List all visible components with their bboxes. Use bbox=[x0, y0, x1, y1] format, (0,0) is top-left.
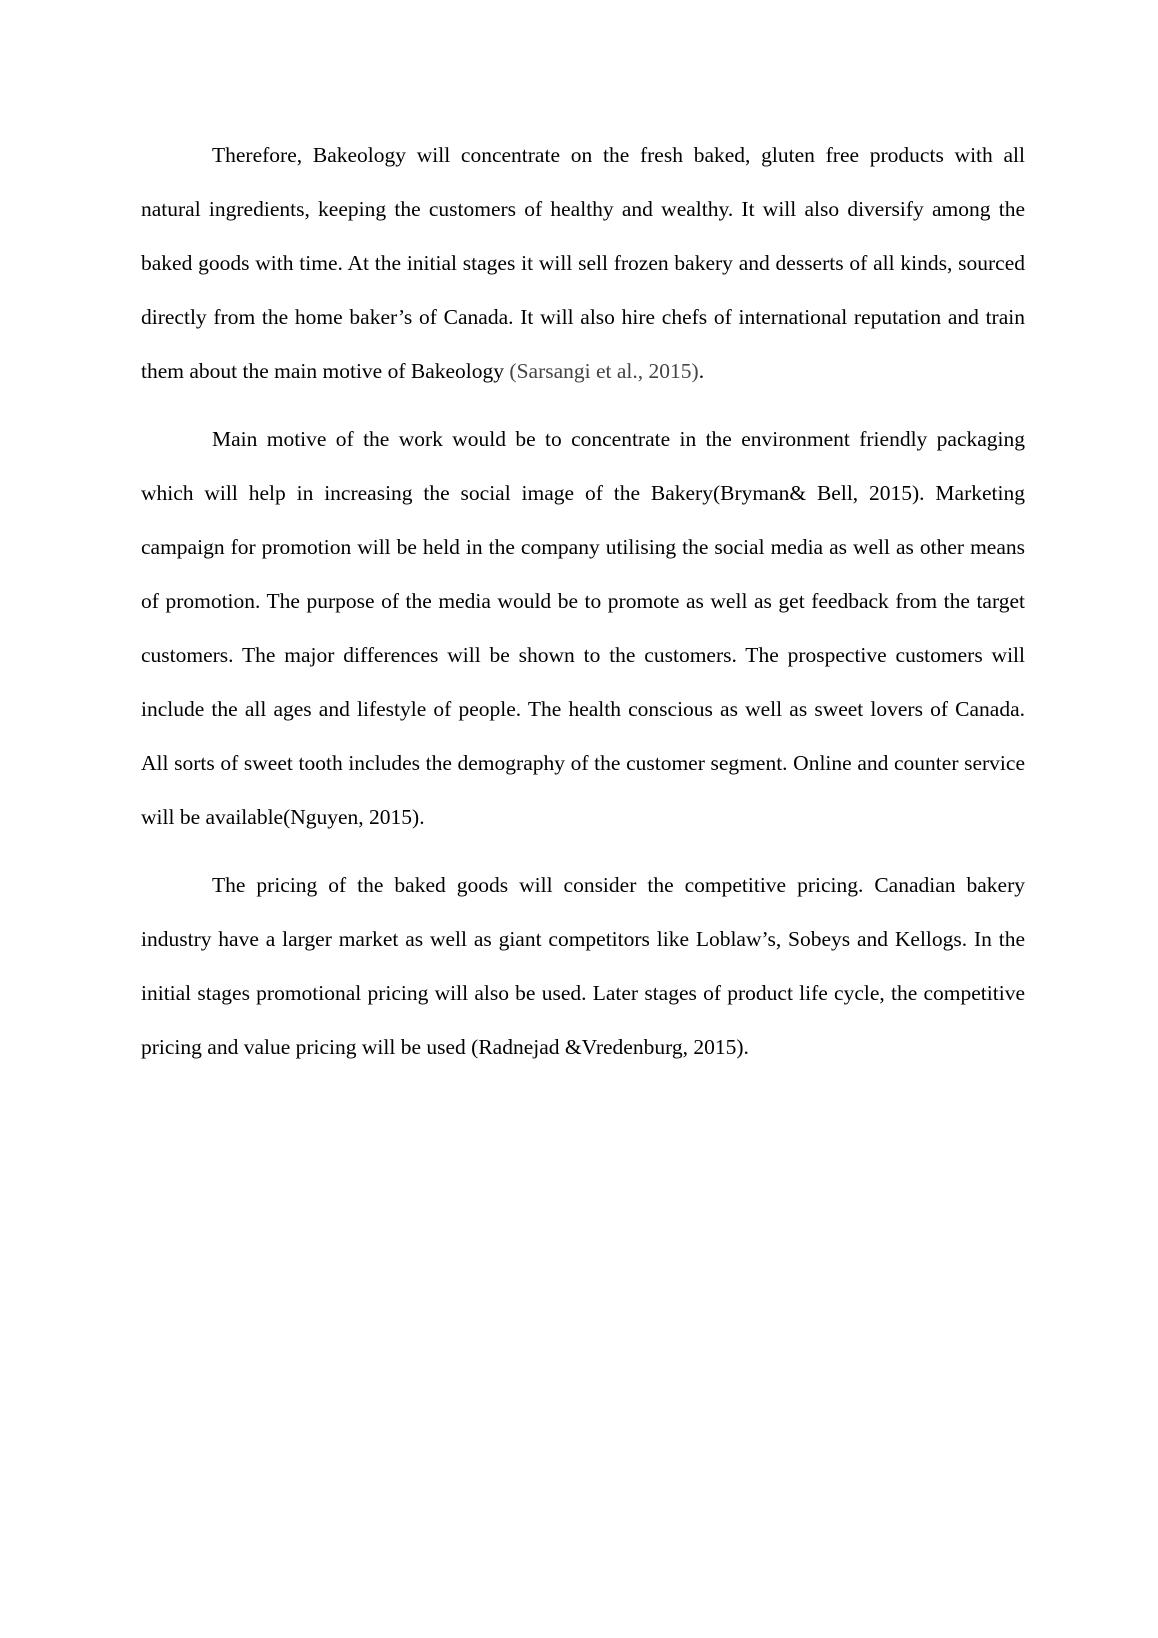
paragraph-product-focus bbox=[141, 128, 1025, 398]
document-body bbox=[141, 128, 1025, 1088]
citation: (Sarsangi et al., 2015) bbox=[509, 359, 699, 383]
paragraph-text: Therefore, Bakeology will concentrate on the fresh baked, gluten free products with all natural ingredients, keeping the customers of healthy and wealthy. It will also diversify among the baked goods with time. At the initial stages it will sell frozen bakery and desserts of all kinds, sourced directly from the home baker’s of Canada. It will also hire chefs of international reputation and train them about the main motive of Bakeology bbox=[141, 143, 1025, 383]
paragraph-text: The pricing of the baked goods will consider the competitive pricing. Canadian bakery industry have a larger market as well as giant competitors like Loblaw’s, Sobeys and Kellogs. In the initial stages promotional pricing will also be used. Later stages of product life cycle, the competitive pricing and value pricing will be used (Radnejad &Vredenburg, 2015). bbox=[141, 873, 1025, 1059]
paragraph-end: . bbox=[698, 359, 705, 383]
paragraph-text: Main motive of the work would be to concentrate in the environment friendly packaging which will help in increasing the social image of the Bakery(Bryman& Bell, 2015). Marketing campaign for promotion will be held in the company utilising the social media as well as other means of promotion. The purpose of the media would be to promote as well as get feedback from the target customers. The major differences will be shown to the customers. The prospective customers will include the all ages and lifestyle of people. The health conscious as well as sweet lovers of Canada. All sorts of sweet tooth includes the demography of the customer segment. Online and counter service will be available(Nguyen, 2015). bbox=[141, 427, 1025, 829]
paragraph-pricing bbox=[141, 858, 1025, 1074]
paragraph-marketing bbox=[141, 412, 1025, 844]
